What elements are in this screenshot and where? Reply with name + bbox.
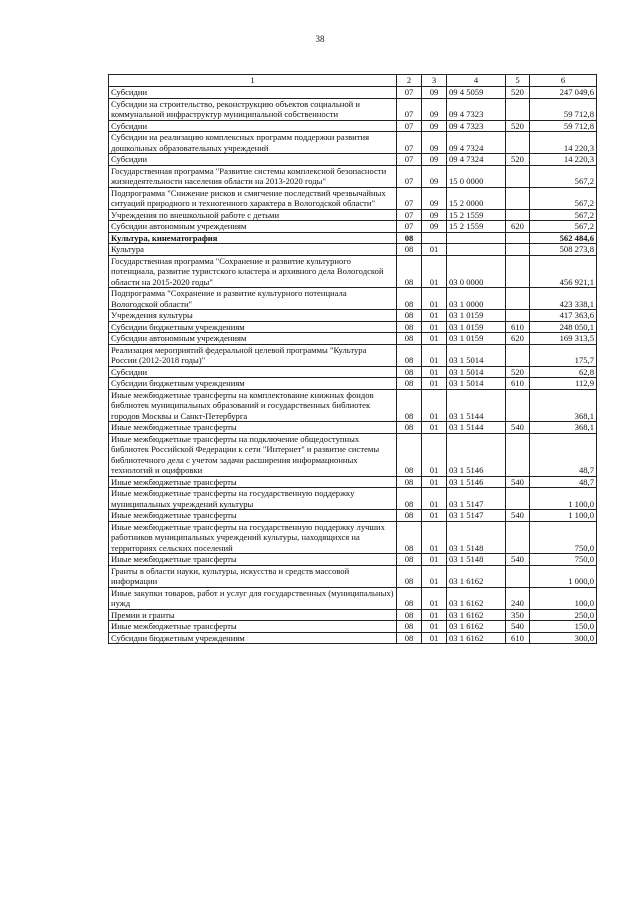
row-target-code-cell: 03 1 5014 xyxy=(447,366,506,378)
row-subsection-cell: 01 xyxy=(422,389,447,422)
row-target-code-cell: 03 1 0159 xyxy=(447,321,506,333)
row-expense-type-cell xyxy=(506,132,530,154)
row-amount-cell: 567,2 xyxy=(530,221,597,233)
table-row xyxy=(109,565,597,587)
row-expense-type-cell xyxy=(506,488,530,510)
row-section-cell: 08 xyxy=(397,433,422,476)
row-section-cell: 08 xyxy=(397,488,422,510)
column-header: 1 xyxy=(109,75,397,87)
row-expense-type-cell xyxy=(506,521,530,554)
row-section-cell: 08 xyxy=(397,321,422,333)
row-name-cell: Культура xyxy=(109,244,397,256)
row-target-code-cell: 09 4 7323 xyxy=(447,120,506,132)
table-row xyxy=(109,378,597,390)
row-target-code-cell: 03 1 6162 xyxy=(447,609,506,621)
row-section-cell: 07 xyxy=(397,132,422,154)
row-amount-cell: 562 484,6 xyxy=(530,232,597,244)
row-section-cell: 08 xyxy=(397,389,422,422)
table-row xyxy=(109,165,597,187)
row-target-code-cell: 03 1 5014 xyxy=(447,378,506,390)
row-amount-cell: 100,0 xyxy=(530,587,597,609)
row-amount-cell: 14 220,3 xyxy=(530,132,597,154)
row-name-cell: Государственная программа "Развитие системы комплексной безопасности жизнедеятельности населения области на 2013-2020 годы" xyxy=(109,165,397,187)
row-expense-type-cell xyxy=(506,433,530,476)
row-expense-type-cell xyxy=(506,232,530,244)
row-target-code-cell: 09 4 7323 xyxy=(447,98,506,120)
row-expense-type-cell: 520 xyxy=(506,120,530,132)
row-name-cell: Субсидии на реализацию комплексных программ поддержки развития дошкольных образовательных учреждений xyxy=(109,132,397,154)
row-amount-cell: 750,0 xyxy=(530,521,597,554)
row-subsection-cell: 09 xyxy=(422,87,447,99)
row-target-code-cell xyxy=(447,232,506,244)
row-expense-type-cell xyxy=(506,389,530,422)
table-body xyxy=(109,87,597,644)
row-section-cell: 08 xyxy=(397,632,422,644)
row-expense-type-cell xyxy=(506,344,530,366)
row-expense-type-cell: 540 xyxy=(506,510,530,522)
page-number: 38 xyxy=(315,34,325,44)
row-section-cell: 07 xyxy=(397,187,422,209)
row-name-cell: Учреждения культуры xyxy=(109,310,397,322)
row-name-cell: Субсидии автономным учреждениям xyxy=(109,221,397,233)
row-expense-type-cell: 540 xyxy=(506,422,530,434)
row-section-cell: 08 xyxy=(397,333,422,345)
row-subsection-cell: 09 xyxy=(422,98,447,120)
table-row xyxy=(109,154,597,166)
row-section-cell: 08 xyxy=(397,476,422,488)
row-expense-type-cell xyxy=(506,209,530,221)
row-name-cell: Гранты в области науки, культуры, искусства и средств массовой информации xyxy=(109,565,397,587)
table-row xyxy=(109,366,597,378)
row-expense-type-cell xyxy=(506,187,530,209)
row-name-cell: Субсидии xyxy=(109,154,397,166)
column-header: 3 xyxy=(422,75,447,87)
row-expense-type-cell xyxy=(506,565,530,587)
column-header: 6 xyxy=(530,75,597,87)
row-target-code-cell: 09 4 7324 xyxy=(447,154,506,166)
row-subsection-cell: 01 xyxy=(422,609,447,621)
row-target-code-cell: 15 2 0000 xyxy=(447,187,506,209)
row-target-code-cell: 03 1 6162 xyxy=(447,632,506,644)
row-name-cell: Подпрограмма "Сохранение и развитие культурного потенциала Вологодской области" xyxy=(109,288,397,310)
row-section-cell: 08 xyxy=(397,554,422,566)
table-row xyxy=(109,288,597,310)
row-amount-cell: 417 363,6 xyxy=(530,310,597,322)
row-target-code-cell: 03 1 5146 xyxy=(447,433,506,476)
row-amount-cell: 1 000,0 xyxy=(530,565,597,587)
row-subsection-cell xyxy=(422,232,447,244)
row-amount-cell: 59 712,8 xyxy=(530,98,597,120)
table-row xyxy=(109,609,597,621)
row-target-code-cell: 03 1 6162 xyxy=(447,621,506,633)
row-amount-cell: 368,1 xyxy=(530,389,597,422)
row-subsection-cell: 09 xyxy=(422,154,447,166)
row-name-cell: Субсидии бюджетным учреждениям xyxy=(109,321,397,333)
row-target-code-cell: 03 1 6162 xyxy=(447,587,506,609)
row-subsection-cell: 01 xyxy=(422,621,447,633)
table-row xyxy=(109,621,597,633)
row-amount-cell: 423 338,1 xyxy=(530,288,597,310)
table-row xyxy=(109,321,597,333)
row-expense-type-cell: 520 xyxy=(506,154,530,166)
row-expense-type-cell xyxy=(506,310,530,322)
row-expense-type-cell: 540 xyxy=(506,476,530,488)
row-subsection-cell: 01 xyxy=(422,521,447,554)
row-subsection-cell: 01 xyxy=(422,422,447,434)
row-name-cell: Иные межбюджетные трансферты xyxy=(109,621,397,633)
row-target-code-cell: 03 1 5148 xyxy=(447,521,506,554)
row-subsection-cell: 09 xyxy=(422,165,447,187)
row-section-cell: 08 xyxy=(397,621,422,633)
table-row xyxy=(109,476,597,488)
table-row xyxy=(109,255,597,288)
row-section-cell: 08 xyxy=(397,378,422,390)
column-header: 2 xyxy=(397,75,422,87)
row-amount-cell: 247 049,6 xyxy=(530,87,597,99)
row-subsection-cell: 01 xyxy=(422,565,447,587)
row-expense-type-cell xyxy=(506,255,530,288)
row-subsection-cell: 09 xyxy=(422,187,447,209)
table-row xyxy=(109,87,597,99)
row-target-code-cell: 03 1 0159 xyxy=(447,333,506,345)
row-amount-cell: 456 921,1 xyxy=(530,255,597,288)
row-target-code-cell: 09 4 5059 xyxy=(447,87,506,99)
row-amount-cell: 567,2 xyxy=(530,165,597,187)
row-expense-type-cell: 610 xyxy=(506,321,530,333)
row-section-cell: 07 xyxy=(397,209,422,221)
table-row xyxy=(109,422,597,434)
row-name-cell: Субсидии автономным учреждениям xyxy=(109,333,397,345)
row-subsection-cell: 01 xyxy=(422,366,447,378)
row-name-cell: Иные межбюджетные трансферты xyxy=(109,422,397,434)
row-subsection-cell: 01 xyxy=(422,510,447,522)
row-section-cell: 07 xyxy=(397,87,422,99)
table-row xyxy=(109,221,597,233)
row-name-cell: Культура, кинематография xyxy=(109,232,397,244)
row-amount-cell: 1 100,0 xyxy=(530,510,597,522)
row-section-cell: 08 xyxy=(397,609,422,621)
table-row xyxy=(109,333,597,345)
row-section-cell: 08 xyxy=(397,565,422,587)
row-target-code-cell: 09 4 7324 xyxy=(447,132,506,154)
row-expense-type-cell: 540 xyxy=(506,621,530,633)
row-amount-cell: 169 313,5 xyxy=(530,333,597,345)
row-section-cell: 08 xyxy=(397,344,422,366)
row-target-code-cell: 15 2 1559 xyxy=(447,209,506,221)
row-amount-cell: 62,8 xyxy=(530,366,597,378)
row-target-code-cell: 03 0 0000 xyxy=(447,255,506,288)
row-section-cell: 07 xyxy=(397,120,422,132)
row-section-cell: 08 xyxy=(397,232,422,244)
table-row xyxy=(109,488,597,510)
row-name-cell: Иные закупки товаров, работ и услуг для государственных (муниципальных) нужд xyxy=(109,587,397,609)
row-name-cell: Иные межбюджетные трансферты на государственную поддержку лучших работников муниципальных учреждений культуры, находящихся на территориях сельских поселений xyxy=(109,521,397,554)
budget-table xyxy=(108,74,597,644)
table-row xyxy=(109,632,597,644)
row-expense-type-cell xyxy=(506,244,530,256)
column-header: 4 xyxy=(447,75,506,87)
row-name-cell: Иные межбюджетные трансферты xyxy=(109,510,397,522)
row-subsection-cell: 01 xyxy=(422,244,447,256)
column-number-row xyxy=(109,75,597,87)
column-header: 5 xyxy=(506,75,530,87)
row-target-code-cell: 15 0 0000 xyxy=(447,165,506,187)
row-expense-type-cell: 620 xyxy=(506,333,530,345)
table-row xyxy=(109,187,597,209)
row-name-cell: Премии и гранты xyxy=(109,609,397,621)
row-subsection-cell: 01 xyxy=(422,433,447,476)
row-amount-cell: 567,2 xyxy=(530,187,597,209)
row-target-code-cell: 03 1 5148 xyxy=(447,554,506,566)
row-target-code-cell: 03 1 0159 xyxy=(447,310,506,322)
row-name-cell: Субсидии xyxy=(109,366,397,378)
row-name-cell: Субсидии xyxy=(109,120,397,132)
table-row xyxy=(109,554,597,566)
row-target-code-cell: 03 1 5147 xyxy=(447,510,506,522)
row-subsection-cell: 01 xyxy=(422,288,447,310)
row-amount-cell: 750,0 xyxy=(530,554,597,566)
table-row xyxy=(109,209,597,221)
row-subsection-cell: 01 xyxy=(422,488,447,510)
row-target-code-cell: 15 2 1559 xyxy=(447,221,506,233)
row-section-cell: 07 xyxy=(397,154,422,166)
row-expense-type-cell: 540 xyxy=(506,554,530,566)
row-amount-cell: 567,2 xyxy=(530,209,597,221)
row-expense-type-cell: 350 xyxy=(506,609,530,621)
row-amount-cell: 48,7 xyxy=(530,433,597,476)
row-subsection-cell: 01 xyxy=(422,333,447,345)
row-section-cell: 08 xyxy=(397,244,422,256)
row-name-cell: Реализация мероприятий федеральной целевой программы "Культура России (2012-2018 годы)" xyxy=(109,344,397,366)
row-subsection-cell: 01 xyxy=(422,344,447,366)
row-section-cell: 08 xyxy=(397,510,422,522)
row-name-cell: Субсидии бюджетным учреждениям xyxy=(109,632,397,644)
row-amount-cell: 112,9 xyxy=(530,378,597,390)
row-target-code-cell: 03 1 5014 xyxy=(447,344,506,366)
table-row xyxy=(109,120,597,132)
row-amount-cell: 14 220,3 xyxy=(530,154,597,166)
row-subsection-cell: 01 xyxy=(422,321,447,333)
table-row xyxy=(109,132,597,154)
row-expense-type-cell: 610 xyxy=(506,378,530,390)
row-section-cell: 08 xyxy=(397,310,422,322)
table-row xyxy=(109,98,597,120)
row-amount-cell: 48,7 xyxy=(530,476,597,488)
row-name-cell: Субсидии бюджетным учреждениям xyxy=(109,378,397,390)
row-expense-type-cell: 520 xyxy=(506,366,530,378)
row-amount-cell: 1 100,0 xyxy=(530,488,597,510)
row-section-cell: 08 xyxy=(397,587,422,609)
row-name-cell: Учреждения по внешкольной работе с детьми xyxy=(109,209,397,221)
row-amount-cell: 250,0 xyxy=(530,609,597,621)
row-subsection-cell: 09 xyxy=(422,132,447,154)
row-name-cell: Подпрограмма "Снижение рисков и смягчение последствий чрезвычайных ситуаций природного и техногенного характера в Вологодской области" xyxy=(109,187,397,209)
row-name-cell: Субсидии на строительство, реконструкцию объектов социальной и коммунальной инфраструктур муниципальной собственности xyxy=(109,98,397,120)
row-section-cell: 07 xyxy=(397,98,422,120)
row-name-cell: Субсидии xyxy=(109,87,397,99)
table-row xyxy=(109,433,597,476)
table-row xyxy=(109,344,597,366)
row-amount-cell: 59 712,8 xyxy=(530,120,597,132)
row-section-cell: 07 xyxy=(397,165,422,187)
row-subsection-cell: 09 xyxy=(422,209,447,221)
row-name-cell: Иные межбюджетные трансферты xyxy=(109,554,397,566)
row-target-code-cell: 03 1 5146 xyxy=(447,476,506,488)
row-target-code-cell xyxy=(447,244,506,256)
row-amount-cell: 175,7 xyxy=(530,344,597,366)
row-name-cell: Иные межбюджетные трансферты на подключение общедоступных библиотек Российской Федерации к сети "Интернет" и развитие системы библиотечного дела с учетом задачи расширения информационных технологий и оцифровки xyxy=(109,433,397,476)
row-expense-type-cell: 240 xyxy=(506,587,530,609)
table-row xyxy=(109,521,597,554)
row-amount-cell: 508 273,8 xyxy=(530,244,597,256)
table-row xyxy=(109,510,597,522)
row-section-cell: 08 xyxy=(397,366,422,378)
row-target-code-cell: 03 1 6162 xyxy=(447,565,506,587)
row-name-cell: Иные межбюджетные трансферты на комплектование книжных фондов библиотек муниципальных образований и государственных библиотек городов Москвы и Санкт-Петербурга xyxy=(109,389,397,422)
row-amount-cell: 150,0 xyxy=(530,621,597,633)
row-amount-cell: 368,1 xyxy=(530,422,597,434)
row-subsection-cell: 01 xyxy=(422,476,447,488)
table-row xyxy=(109,389,597,422)
row-expense-type-cell xyxy=(506,165,530,187)
row-section-cell: 07 xyxy=(397,221,422,233)
row-expense-type-cell: 520 xyxy=(506,87,530,99)
row-target-code-cell: 03 1 5144 xyxy=(447,389,506,422)
row-subsection-cell: 01 xyxy=(422,632,447,644)
row-section-cell: 08 xyxy=(397,422,422,434)
row-section-cell: 08 xyxy=(397,521,422,554)
row-section-cell: 08 xyxy=(397,255,422,288)
row-subsection-cell: 01 xyxy=(422,587,447,609)
row-subsection-cell: 09 xyxy=(422,120,447,132)
table-row xyxy=(109,244,597,256)
row-subsection-cell: 01 xyxy=(422,554,447,566)
row-section-cell: 08 xyxy=(397,288,422,310)
row-subsection-cell: 01 xyxy=(422,310,447,322)
row-name-cell: Иные межбюджетные трансферты на государственную поддержку муниципальных учреждений культуры xyxy=(109,488,397,510)
row-subsection-cell: 09 xyxy=(422,221,447,233)
row-subsection-cell: 01 xyxy=(422,255,447,288)
row-name-cell: Государственная программа "Сохранение и развитие культурного потенциала, развитие туристского кластера и архивного дела Вологодской области на 2015-2020 годы" xyxy=(109,255,397,288)
row-target-code-cell: 03 1 5147 xyxy=(447,488,506,510)
row-name-cell: Иные межбюджетные трансферты xyxy=(109,476,397,488)
row-target-code-cell: 03 1 0000 xyxy=(447,288,506,310)
table-row xyxy=(109,232,597,244)
row-target-code-cell: 03 1 5144 xyxy=(447,422,506,434)
row-amount-cell: 248 050,1 xyxy=(530,321,597,333)
row-expense-type-cell: 610 xyxy=(506,632,530,644)
table-row xyxy=(109,587,597,609)
table-row xyxy=(109,310,597,322)
row-expense-type-cell: 620 xyxy=(506,221,530,233)
row-expense-type-cell xyxy=(506,98,530,120)
row-amount-cell: 300,0 xyxy=(530,632,597,644)
row-subsection-cell: 01 xyxy=(422,378,447,390)
row-expense-type-cell xyxy=(506,288,530,310)
